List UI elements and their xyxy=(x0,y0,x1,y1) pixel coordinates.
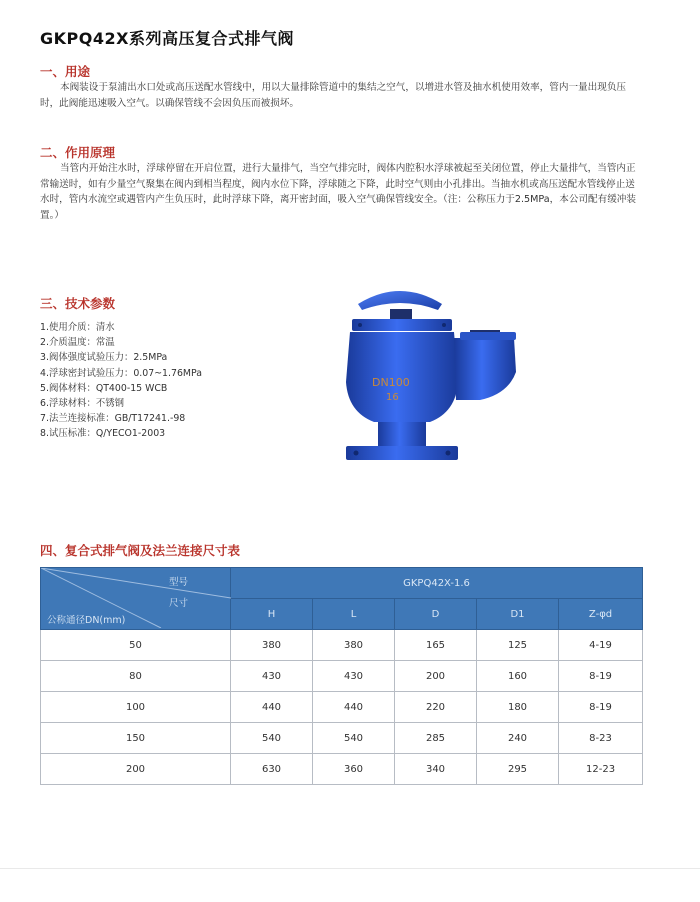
table-cell: 125 xyxy=(477,630,559,661)
table-cell: 8-19 xyxy=(559,692,643,723)
valve-marking-size: DN100 xyxy=(372,376,410,389)
table-cell: 285 xyxy=(395,723,477,754)
spec-item: 5.阀体材料：QT400-15 WCB xyxy=(40,382,168,394)
page-title: GKPQ42X系列高压复合式排气阀 xyxy=(40,29,294,48)
table-cell: 8-23 xyxy=(559,723,643,754)
table-row xyxy=(41,723,643,754)
table-cell: 12-23 xyxy=(559,754,643,785)
table-row xyxy=(41,661,643,692)
dimension-table xyxy=(40,567,642,785)
table-cell: 160 xyxy=(477,661,559,692)
table-cell: 380 xyxy=(231,630,313,661)
table-col-header: Z-φd xyxy=(559,599,643,630)
table-cell: 540 xyxy=(313,723,395,754)
table-cell: 180 xyxy=(477,692,559,723)
table-cell: 100 xyxy=(41,692,231,723)
table-cell: 150 xyxy=(41,723,231,754)
table-cell: 80 xyxy=(41,661,231,692)
table-cell: 540 xyxy=(231,723,313,754)
section-heading-principle: 二、作用原理 xyxy=(40,145,116,160)
section-heading-table: 四、复合式排气阀及法兰连接尺寸表 xyxy=(40,543,241,558)
table-col-header: D1 xyxy=(477,599,559,630)
table-cell: 630 xyxy=(231,754,313,785)
valve-marking-pressure: 16 xyxy=(386,392,399,403)
corner-model-label: 型号 xyxy=(169,577,189,588)
table-cell: 360 xyxy=(313,754,395,785)
spec-item: 3.阀体强度试验压力：2.5MPa xyxy=(40,352,168,364)
table-cell: 8-19 xyxy=(559,661,643,692)
table-cell: 440 xyxy=(231,692,313,723)
spec-list xyxy=(40,320,202,442)
table-cell: 4-19 xyxy=(559,630,643,661)
section-heading-usage: 一、用途 xyxy=(40,64,91,79)
spec-item: 6.浮球材料：不锈钢 xyxy=(40,398,124,410)
table-cell: 430 xyxy=(231,661,313,692)
table-cell: 200 xyxy=(41,754,231,785)
table-cell: 380 xyxy=(313,630,395,661)
table-col-header: D xyxy=(395,599,477,630)
table-col-header: H xyxy=(231,599,313,630)
corner-dn-label: 公称通径DN(mm) xyxy=(47,615,126,626)
table-cell: 220 xyxy=(395,692,477,723)
scan-artifact xyxy=(0,868,700,869)
table-col-header: L xyxy=(313,599,395,630)
table-cell: 165 xyxy=(395,630,477,661)
table-row xyxy=(41,630,643,661)
spec-item: 2.介质温度：常温 xyxy=(40,337,115,349)
table-row xyxy=(41,692,643,723)
table-cell: 240 xyxy=(477,723,559,754)
section-text-usage: 本阀装设于泵浦出水口处或高压送配水管线中，用以大量排除管道中的集结之空气，以增进水管及抽水机使用效率，管内一量出现负压时，此阀能迅速吸入空气。以确保管线不会因负压而被损坏。 xyxy=(40,82,627,109)
table-cell: 200 xyxy=(395,661,477,692)
corner-size-label: 尺寸 xyxy=(169,598,189,609)
section-text-principle: 当管内开始注水时，浮球停留在开启位置，进行大量排气，当空气排完时，阀体内腔积水浮球被起至关闭位置，停止大量排气，当管内正常输送时，如有少量空气聚集在阀内到相当程度，阀内水位下降，浮球随之下降，此时空气则由小孔排出。当抽水机或高压送配水管线停止送水时，管内水流空或遇管内产生负压时，此时浮球下降，离开密封面，吸入空气确保管线安全。（注：公称压力于2.5MPa，本公司配有缓冲装置。） xyxy=(40,163,636,221)
table-corner-cell xyxy=(41,568,231,630)
spec-item: 8.试压标准：Q/YECO1-2003 xyxy=(40,428,166,440)
table-row xyxy=(41,754,643,785)
valve-image xyxy=(330,282,530,482)
table-cell: 440 xyxy=(313,692,395,723)
table-cell: 295 xyxy=(477,754,559,785)
spec-item: 1.使用介质：清水 xyxy=(40,322,115,333)
section-heading-specs: 三、技术参数 xyxy=(40,296,116,311)
table-cell: 340 xyxy=(395,754,477,785)
table-cell: 430 xyxy=(313,661,395,692)
spec-item: 4.浮球密封试验压力：0.07~1.76MPa xyxy=(40,367,202,379)
spec-item: 7.法兰连接标准：GB/T17241.-98 xyxy=(40,413,186,425)
table-cell: 50 xyxy=(41,630,231,661)
table-model-header: GKPQ42X-1.6 xyxy=(231,568,643,599)
